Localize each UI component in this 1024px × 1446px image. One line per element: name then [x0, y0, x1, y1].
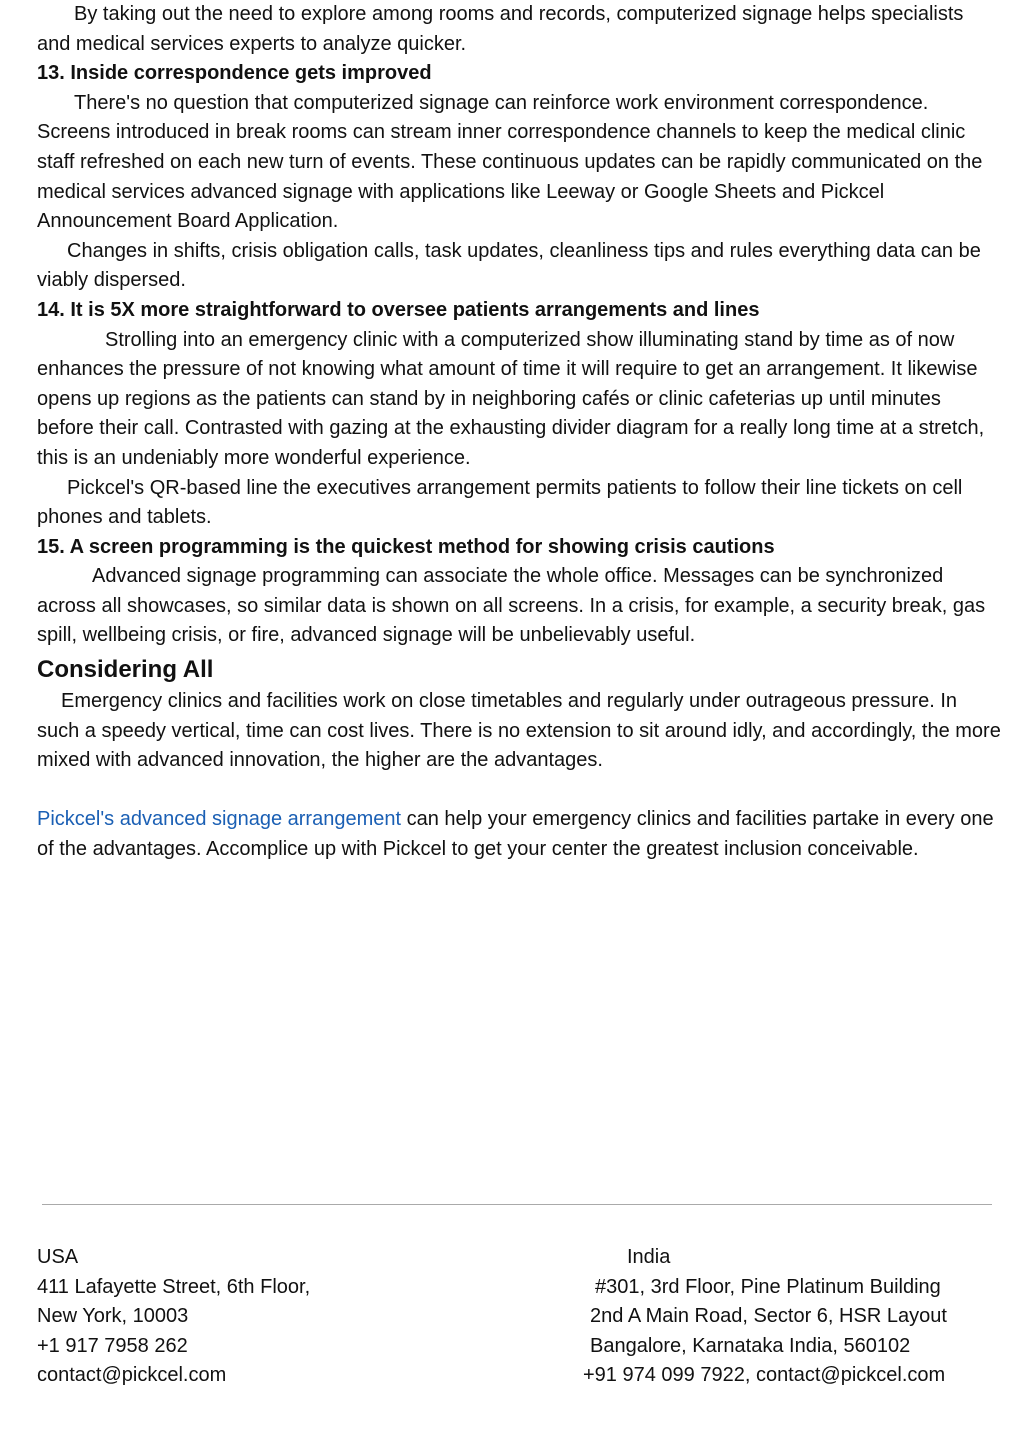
india-contact: +91 974 099 7922, contact@pickcel.com — [583, 1364, 946, 1387]
footer-divider — [42, 1204, 992, 1205]
footer — [37, 1243, 1002, 1403]
section-14-paragraph-2: Pickcel's QR-based line the executives arrangement permits patients to follow their line tickets on cell phones and tablets. — [37, 476, 963, 529]
conclusion-heading: Considering All — [37, 656, 214, 684]
usa-address-line-1: 411 Lafayette Street, 6th Floor, — [37, 1275, 311, 1298]
india-address-line-3: Bangalore, Karnataka India, 560102 — [590, 1334, 911, 1357]
usa-phone: +1 917 7958 262 — [37, 1334, 188, 1357]
india-address-line-1: #301, 3rd Floor, Pine Platinum Building — [595, 1275, 941, 1298]
usa-email: contact@pickcel.com — [37, 1364, 227, 1387]
spacer — [37, 776, 1002, 806]
section-14-heading: 14. It is 5X more straightforward to oversee patients arrangements and lines — [37, 298, 760, 321]
section-15-paragraph: Advanced signage programming can associate the whole office. Messages can be synchronized across all showcases, so similar data is shown on all screens. In a crisis, for example, a security break, gas spill, wellbeing crisis, or fire, advanced signage will be unbelievably useful. — [37, 565, 986, 647]
india-country: India — [627, 1246, 671, 1268]
section-13-heading: 13. Inside correspondence gets improved — [37, 62, 432, 85]
india-address — [583, 1243, 1003, 1391]
document-body — [37, 0, 1002, 865]
intro-paragraph: By taking out the need to explore among rooms and records, computerized signage helps specialists and medical services experts to analyze quicker. — [37, 3, 964, 55]
usa-address-line-2: New York, 10003 — [37, 1305, 189, 1328]
conclusion-cta-paragraph — [37, 805, 1002, 864]
section-13-paragraph-2: Changes in shifts, crisis obligation calls, task updates, cleanliness tips and rules everything data can be viably dispersed. — [37, 239, 981, 292]
cta-text: can help your emergency clinics and facilities partake in every one of the advantages. Accomplice up with Pickcel to get your center the greatest inclusion conceivable. — [37, 808, 994, 861]
usa-address — [37, 1243, 310, 1391]
advanced-signage-link[interactable]: Pickcel's advanced signage arrangement — [37, 808, 402, 831]
usa-country: USA — [37, 1246, 79, 1268]
section-15-heading: 15. A screen programming is the quickest method for showing crisis cautions — [37, 535, 775, 558]
conclusion-paragraph: Emergency clinics and facilities work on close timetables and regularly under outrageous pressure. In such a speedy vertical, time can cost lives. There is no extension to sit around idly, and accordingly, the more mixed with advanced innovation, the higher are the advantages. — [37, 690, 1001, 772]
section-14-paragraph-1: Strolling into an emergency clinic with a computerized show illuminating stand by time as of now enhances the pressure of not knowing what amount of time it will require to get an arrangement. It likewise opens up regions as the patients can stand by in neighboring cafés or clinic cafeterias up until minutes before their call. Contrasted with gazing at the exhausting divider diagram for a really long time at a stretch, this is an undeniably more wonderful experience. — [37, 328, 985, 469]
section-13-paragraph-1: There's no question that computerized signage can reinforce work environment correspondence. Screens introduced in break rooms can stream inner correspondence channels to keep the medical clinic staff refreshed on each new turn of events. These continuous updates can be rapidly communicated on the medical services advanced signage with applications like Leeway or Google Sheets and Pickcel Announcement Board Application. — [37, 91, 983, 233]
india-address-line-2: 2nd A Main Road, Sector 6, HSR Layout — [590, 1305, 947, 1328]
